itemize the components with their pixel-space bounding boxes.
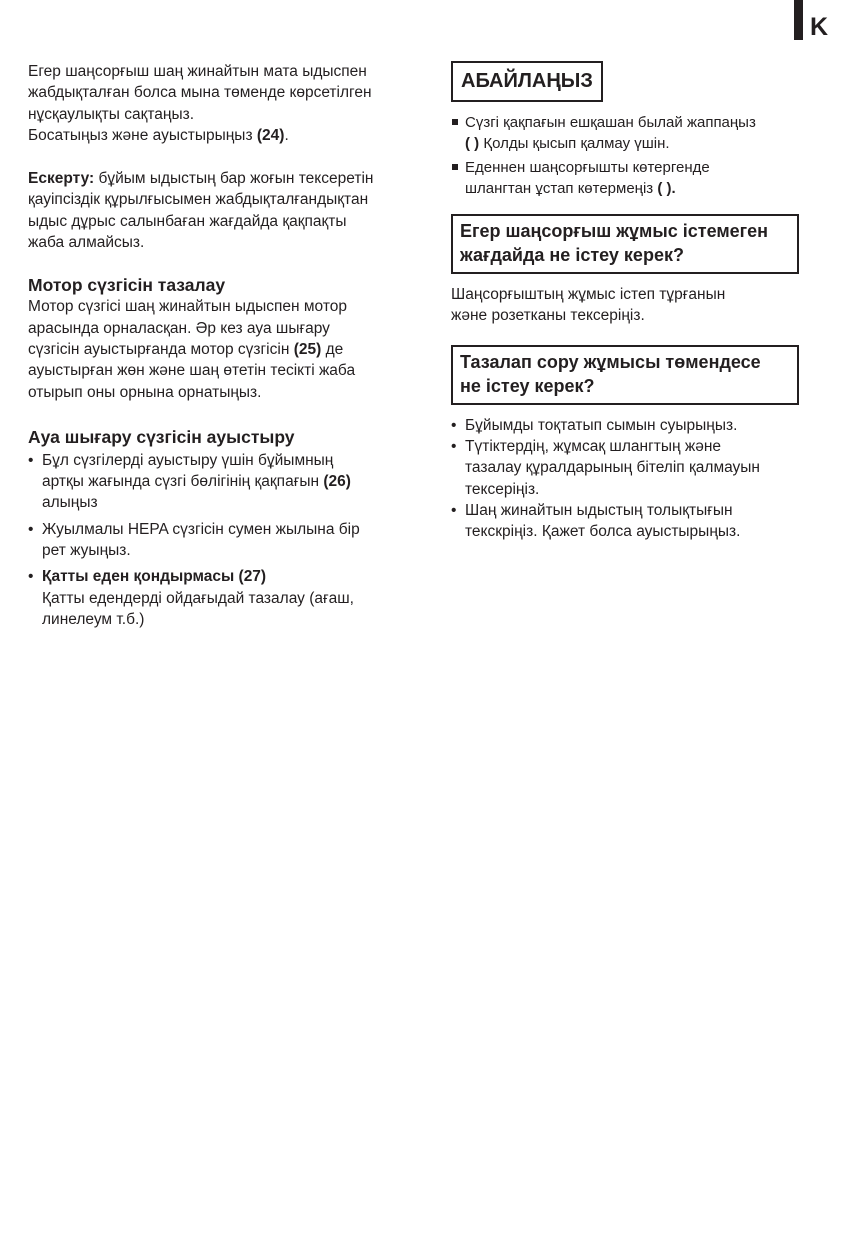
check-line-2: және розетканы тексеріңіз. xyxy=(451,307,645,325)
item-1-number: (26) xyxy=(323,473,351,491)
motor-line-3-end: де xyxy=(321,340,344,358)
item-1-line-3: алыңыз xyxy=(42,494,98,512)
item-3-line-2: линелеум т.б.) xyxy=(42,610,145,628)
warning-title-box xyxy=(451,61,603,102)
replace-line: Босатыңыз және ауыстырыңыз xyxy=(28,126,257,144)
check-line-1: Шаңсорғыштың жұмыс істеп тұрғанын xyxy=(451,286,726,304)
low-suction-heading-box xyxy=(451,345,799,405)
tip-2-line-3: тексеріңіз. xyxy=(465,480,540,498)
low-suction-heading-line-1: Тазалап сору жұмысы төмендесе xyxy=(460,351,761,372)
low-suction-heading-line-2: не істеу керек? xyxy=(460,375,595,396)
tip-2-line-2: тазалау құралдарының бітеліп қалмауын xyxy=(465,459,760,477)
note-line-2: қауіпсіздік құрылғысымен жабдықталғандықтан xyxy=(28,191,369,209)
warning-2-line-1: Еденнен шаңсорғышты көтергенде xyxy=(465,158,710,176)
warning-1-line-2: Қолды қысып қалмау үшін. xyxy=(479,135,670,153)
list-item xyxy=(451,112,821,155)
list-item xyxy=(451,157,821,200)
low-suction-list xyxy=(451,415,821,543)
exhaust-filter-heading: Ауа шығару сүзгісін ауыстыру xyxy=(28,426,295,447)
list-item xyxy=(451,500,821,543)
note-line-4: жаба алмайсыз. xyxy=(28,234,145,252)
intro-line-3: нұсқаулықты сақтаңыз. xyxy=(28,105,195,123)
item-3-title: Қатты еден қондырмасы (27) xyxy=(42,568,267,586)
intro-paragraph xyxy=(28,61,438,146)
tip-3-line-1: Шаң жинайтын ыдыстың толықтығын xyxy=(465,501,733,519)
motor-line-5: отырып оны орнына орнатыңыз. xyxy=(28,383,262,401)
note-line-1: бұйым ыдыстың бар жоғын тексеретін xyxy=(94,170,374,188)
motor-line-2: арасында орналасқан. Әр кез ауа шығару xyxy=(28,319,330,337)
note-label: Ескерту: xyxy=(28,170,95,188)
language-tab-bar xyxy=(794,0,803,40)
list-item xyxy=(451,415,821,436)
motor-line-4: ауыстырған жөн және шаң өтетін тесікті жаба xyxy=(28,362,356,380)
motor-line-1: Мотор сүзгісі шаң жинайтын ыдыспен мотор xyxy=(28,298,347,316)
item-2-line-2: рет жуыңыз. xyxy=(42,542,131,560)
motor-line-3: сүзгісін ауыстырғанда мотор сүзгісін xyxy=(28,340,294,358)
tip-1: Бұйымды тоқтатып сымын суырыңыз. xyxy=(465,416,738,434)
item-1-line-2: артқы жағында сүзгі бөлігінің қақпағын xyxy=(42,473,324,491)
warning-1-placeholder: ( ) xyxy=(465,135,480,153)
replace-line-number: (24) xyxy=(256,126,285,144)
not-working-heading-line-1: Егер шаңсорғыш жұмыс істемеген xyxy=(460,221,769,242)
left-column xyxy=(28,61,438,630)
exhaust-filter-list xyxy=(28,450,438,630)
tip-3-line-2: текскріңіз. Қажет болса ауыстырыңыз. xyxy=(465,523,741,541)
list-item xyxy=(28,519,438,562)
motor-line-3-number: (25) xyxy=(293,340,322,358)
warning-2-line-2: шлангтан ұстап көтермеңіз xyxy=(465,179,658,197)
right-column xyxy=(451,61,821,543)
tip-2-line-1: Түтіктердің, жұмсақ шлангтың және xyxy=(465,438,722,456)
intro-line-2: жабдықталған болса мына төменде көрсетілген xyxy=(28,84,372,102)
warning-1-line-1: Сүзгі қақпағын ешқашан былай жаппаңыз xyxy=(465,114,756,131)
item-1-line-1: Бұл сүзгілерді ауыстыру үшін бұйымның xyxy=(42,451,334,469)
warning-list xyxy=(451,112,821,199)
motor-filter-heading: Мотор сүзгісін тазалау xyxy=(28,275,226,296)
list-item xyxy=(28,450,438,514)
check-paragraph xyxy=(451,284,821,327)
list-item xyxy=(28,566,438,630)
intro-line-1: Егер шаңсорғыш шаң жинайтын мата ыдыспен xyxy=(28,63,367,80)
list-item xyxy=(451,436,821,500)
replace-line-end: . xyxy=(284,126,289,144)
item-3-line-1: Қатты едендерді ойдағыдай тазалау (ағаш, xyxy=(42,589,354,607)
item-2-line-1: Жуылмалы HEPA сүзгісін сумен жылына бір xyxy=(42,520,360,538)
language-letter: K xyxy=(810,13,829,41)
note-paragraph xyxy=(28,168,438,253)
warning-2-placeholder: ( ). xyxy=(657,179,676,197)
motor-filter-paragraph xyxy=(28,296,438,402)
not-working-heading-box xyxy=(451,214,799,274)
not-working-heading-line-2: жағдайда не істеу керек? xyxy=(460,245,684,266)
note-line-3: ыдыс дұрыс салынбаған жағдайда қақпақты xyxy=(28,212,347,230)
warning-title: АБАЙЛАҢЫЗ xyxy=(461,70,593,92)
